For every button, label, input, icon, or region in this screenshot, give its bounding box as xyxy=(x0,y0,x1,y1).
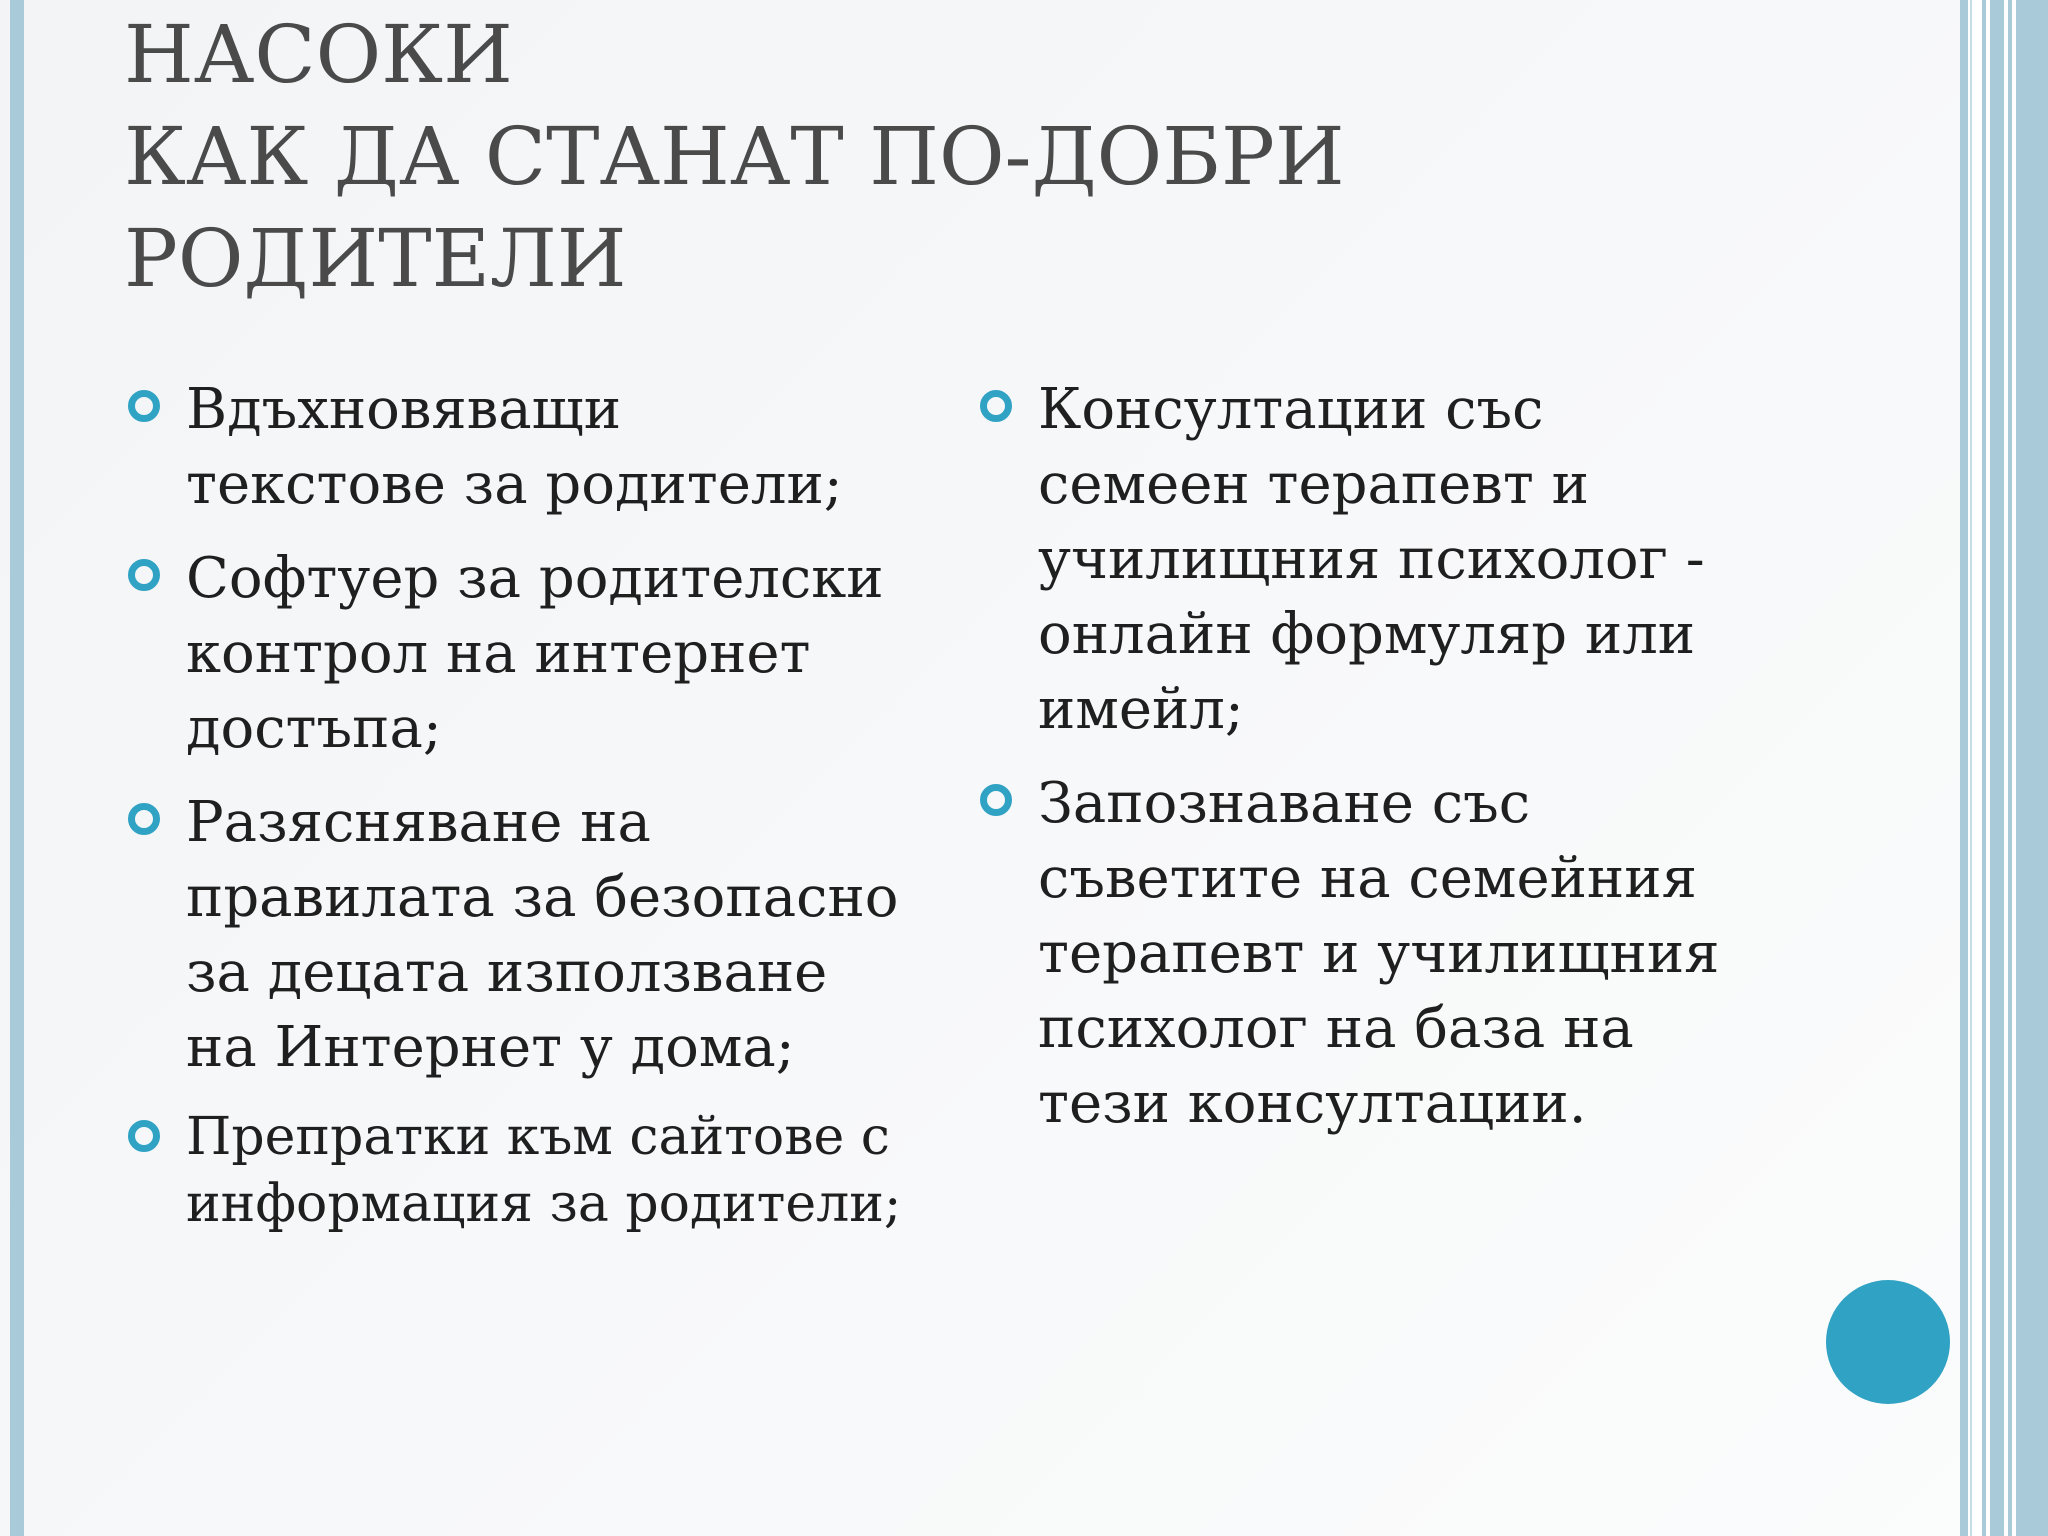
bullet-line: Софтуер за родителски xyxy=(186,546,884,611)
title-line: РОДИТЕЛИ xyxy=(124,212,627,305)
right-stripe xyxy=(2008,0,2012,1536)
left-bullet-list xyxy=(128,372,928,1257)
bullet-line: Консултации със xyxy=(1038,377,1544,442)
bullet-line: имейл; xyxy=(1038,677,1244,742)
right-stripe xyxy=(1990,0,2004,1536)
decorative-circle xyxy=(1826,1280,1950,1404)
ring-bullet-icon xyxy=(128,390,160,422)
bullet-item xyxy=(128,1104,928,1238)
bullet-text xyxy=(186,541,928,766)
bullet-item xyxy=(128,541,928,766)
bullet-line: Препратки към сайтове с xyxy=(186,1107,890,1167)
bullet-line: достъпа; xyxy=(186,696,442,761)
bullet-line: за децата използване xyxy=(186,940,828,1005)
bullet-text xyxy=(186,785,928,1085)
bullet-line: текстове за родители; xyxy=(186,452,843,517)
bullet-line: на Интернет у дома; xyxy=(186,1015,795,1080)
bullet-line: Разясняване на xyxy=(186,790,651,855)
bullet-item xyxy=(128,372,928,522)
right-stripe xyxy=(1982,0,1986,1536)
bullet-text xyxy=(1038,372,1800,747)
bullet-item xyxy=(980,766,1800,1141)
bullet-line: информация за родители; xyxy=(186,1174,902,1234)
bullet-line: психолог на база на xyxy=(1038,996,1634,1061)
bullet-line: контрол на интернет xyxy=(186,621,811,686)
bullet-line: Вдъхновяващи xyxy=(186,377,622,442)
bullet-text xyxy=(186,372,928,522)
bullet-line: семеен терапевт и xyxy=(1038,452,1589,517)
bullet-line: онлайн формуляр или xyxy=(1038,602,1696,667)
right-stripe xyxy=(1960,0,1968,1536)
ring-bullet-icon xyxy=(980,390,1012,422)
right-stripe xyxy=(1970,0,1972,1536)
bullet-item xyxy=(128,785,928,1085)
bullet-item xyxy=(980,372,1800,747)
left-border-stripe xyxy=(10,0,24,1536)
bullet-line: съветите на семейния xyxy=(1038,846,1697,911)
bullet-line: Запознаване със xyxy=(1038,771,1531,836)
ring-bullet-icon xyxy=(128,803,160,835)
bullet-text xyxy=(186,1104,928,1238)
title-line: НАСОКИ xyxy=(124,8,513,101)
right-stripe xyxy=(2016,0,2048,1536)
bullet-text xyxy=(1038,766,1800,1141)
ring-bullet-icon xyxy=(128,1120,160,1152)
right-bullet-list xyxy=(980,372,1800,1160)
ring-bullet-icon xyxy=(128,559,160,591)
bullet-line: правилата за безопасно xyxy=(186,865,899,930)
bullet-line: терапевт и училищния xyxy=(1038,921,1720,986)
ring-bullet-icon xyxy=(980,784,1012,816)
bullet-line: тези консултации. xyxy=(1038,1071,1587,1136)
title-line: КАК ДА СТАНАТ ПО-ДОБРИ xyxy=(124,110,1345,203)
slide-title xyxy=(124,4,1904,310)
bullet-line: училищния психолог - xyxy=(1038,527,1705,592)
